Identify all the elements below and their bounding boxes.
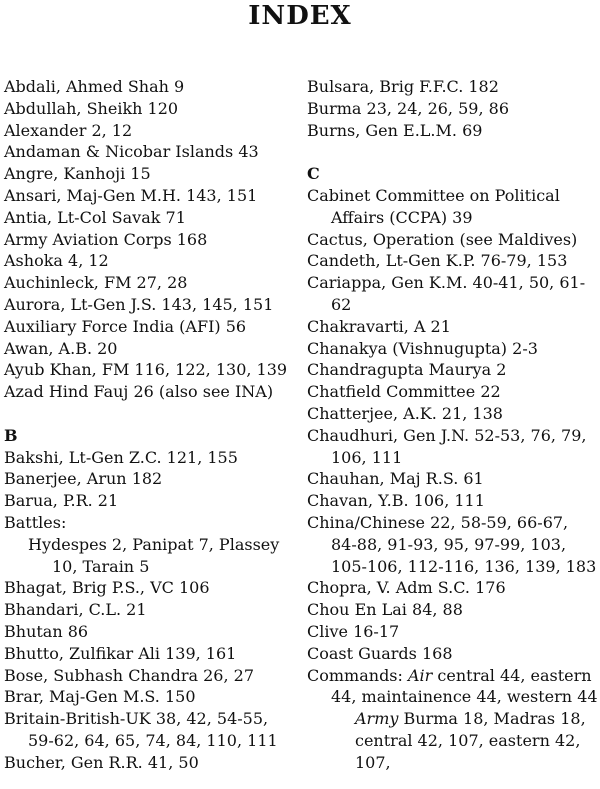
index-entry: Chatterjee, A.K. 21, 138	[307, 403, 503, 423]
index-entry: Angre, Kanhoji 15	[4, 164, 151, 184]
index-entry: Ashoka 4, 12	[4, 251, 109, 271]
index-entry: Chanakya (Vishnugupta) 2-3	[307, 338, 538, 358]
right-column	[307, 76, 598, 774]
index-entry: Bhagat, Brig P.S., VC 106	[4, 578, 210, 598]
index-entry: Cabinet Committee on Political Affairs (CCPA) 39	[307, 185, 560, 227]
index-entry: Auchinleck, FM 27, 28	[4, 273, 188, 293]
index-entry: Chauhan, Maj R.S. 61	[307, 469, 484, 489]
page-title: INDEX	[248, 1, 352, 31]
index-entry: Abdullah, Sheikh 120	[4, 98, 179, 118]
index-entry: Bakshi, Lt-Gen Z.C. 121, 155	[4, 447, 238, 467]
index-entry: Bhutan 86	[4, 621, 89, 641]
index-entry: Banerjee, Arun 182	[4, 469, 163, 489]
index-entry: Alexander 2, 12	[4, 120, 133, 140]
commands-army-label: Army	[355, 709, 399, 729]
index-entry: Burma 23, 24, 26, 59, 86	[307, 98, 509, 118]
section-gap	[4, 403, 288, 425]
section-letter-b: B	[4, 425, 18, 445]
index-entry: Bhandari, C.L. 21	[4, 600, 147, 620]
section-gap	[307, 141, 598, 163]
index-entry: Barua, P.R. 21	[4, 491, 119, 511]
index-entry: Chavan, Y.B. 106, 111	[307, 491, 485, 511]
index-entry: Bose, Subhash Chandra 26, 27	[4, 665, 254, 685]
index-subentry: Hydespes 2, Panipat 7, Plassey 10, Tarain 5	[28, 534, 280, 576]
index-entry: Ansari, Maj-Gen M.H. 143, 151	[4, 185, 258, 205]
index-entry: Burns, Gen E.L.M. 69	[307, 120, 483, 140]
index-entry: Cactus, Operation (see Maldives)	[307, 229, 578, 249]
index-entry: Aurora, Lt-Gen J.S. 143, 145, 151	[4, 294, 274, 314]
index-entry: Army Aviation Corps 168	[4, 229, 208, 249]
commands-army-text: Burma 18, Madras 18, central 42, 107, eastern 42, 107,	[355, 709, 586, 772]
index-entry: Bhutto, Zulfikar Ali 139, 161	[4, 643, 237, 663]
index-entry: Bulsara, Brig F.F.C. 182	[307, 77, 499, 96]
commands-lead: Commands:	[307, 665, 403, 685]
index-entry: Candeth, Lt-Gen K.P. 76-79, 153	[307, 251, 568, 271]
index-subentry	[307, 708, 598, 773]
index-entry: Antia, Lt-Col Savak 71	[4, 207, 186, 227]
index-entry: Chatfield Committee 22	[307, 382, 501, 402]
commands-air-text: central 44, eastern 44, maintainence 44, western 44	[331, 665, 598, 707]
index-entry: Chaudhuri, Gen J.N. 52-53, 76, 79, 106, 111	[307, 425, 587, 467]
commands-air-label: Air	[408, 665, 433, 685]
index-entry: Auxiliary Force India (AFI) 56	[4, 316, 247, 336]
index-entry: Chandragupta Maurya 2	[307, 360, 507, 380]
index-entry: Battles:	[4, 512, 67, 532]
index-entry: Bucher, Gen R.R. 41, 50	[4, 752, 199, 772]
index-entry: Britain-British-UK 38, 42, 54-55, 59-62, 64, 65, 74, 84, 110, 111	[4, 709, 278, 750]
index-entry: Chou En Lai 84, 88	[307, 600, 463, 620]
index-entry: Chakravarti, A 21	[307, 316, 451, 336]
index-entry: China/Chinese 22, 58-59, 66-67, 84-88, 91-93, 95, 97-99, 103, 105-106, 112-116, 136, 139, 183	[307, 512, 597, 576]
section-letter-c: C	[307, 164, 320, 184]
index-entry: Abdali, Ahmed Shah 9	[4, 77, 185, 96]
index-entry: Cariappa, Gen K.M. 40-41, 50, 61-62	[307, 273, 586, 314]
index-entry: Coast Guards 168	[307, 643, 453, 663]
index-entry: Chopra, V. Adm S.C. 176	[307, 578, 506, 598]
left-column	[4, 76, 288, 774]
index-entry: Ayub Khan, FM 116, 122, 130, 139	[4, 360, 288, 380]
index-entry: Azad Hind Fauj 26 (also see INA)	[4, 382, 274, 402]
index-entry: Awan, A.B. 20	[4, 338, 118, 358]
index-entry-commands	[307, 665, 598, 709]
index-entry: Brar, Maj-Gen M.S. 150	[4, 687, 196, 707]
index-entry: Clive 16-17	[307, 621, 400, 641]
index-entry: Andaman & Nicobar Islands 43	[4, 142, 259, 162]
